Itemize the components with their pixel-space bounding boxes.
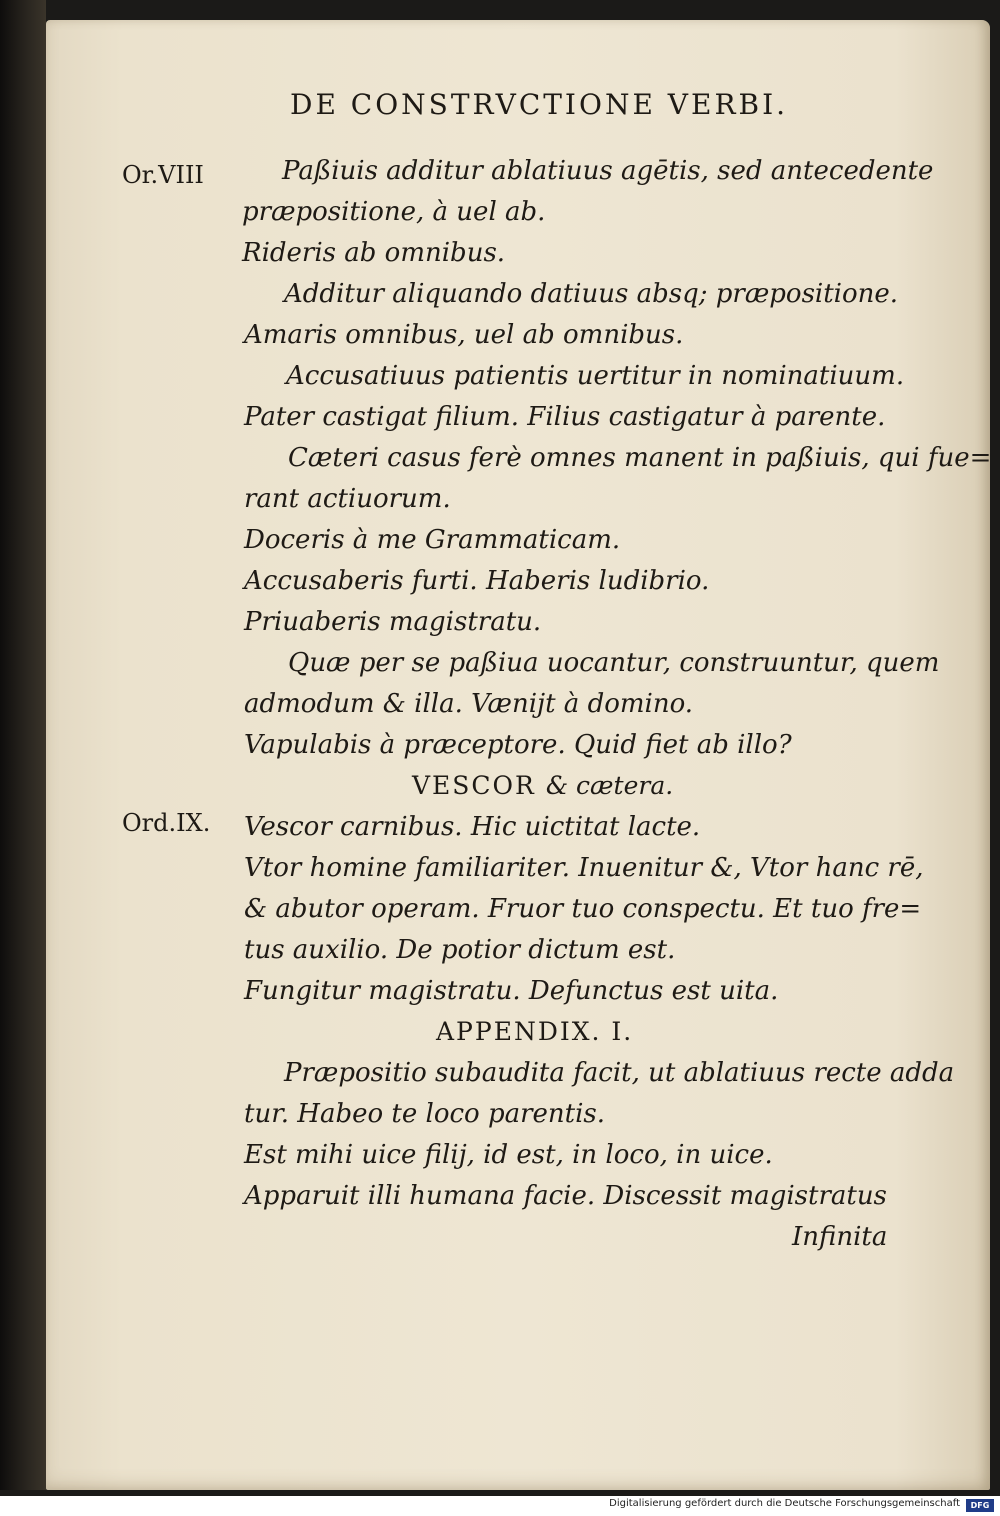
text-line: Doceris à me Grammaticam.: [244, 525, 621, 555]
text-line: rant actiuorum.: [244, 484, 451, 514]
text-line: Rideris ab omnibus.: [242, 238, 506, 268]
text-line: Vtor homine familiariter. Inuenitur &, Vtor hanc rē,: [244, 853, 924, 883]
book-spine-shadow: [0, 0, 46, 1490]
section-heading-vescor: [412, 770, 673, 802]
text-line: Cæteri casus ferè omnes manent in paßiuis, qui fue=: [288, 443, 992, 473]
text-line: tur. Habeo te loco parentis.: [244, 1099, 606, 1129]
text-line: Paßiuis additur ablatiuus agētis, sed antecedente: [282, 156, 934, 186]
footer-credit: Digitalisierung gefördert durch die Deutsche Forschungsgemeinschaft: [609, 1498, 960, 1509]
margin-note-ord-8: Or.VIII: [122, 161, 204, 189]
text-line: Priuaberis magistratu.: [244, 607, 542, 637]
section-heading-appendix: APPENDIX. I.: [436, 1017, 634, 1046]
text-line: Vescor carnibus. Hic uictitat lacte.: [244, 812, 701, 842]
text-line: præpositione, à uel ab.: [242, 197, 546, 227]
text-line: Præpositio subaudita facit, ut ablatiuus recte adda: [284, 1058, 955, 1088]
text-line: Pater castigat filium. Filius castigatur à parente.: [244, 402, 886, 432]
text-line: Apparuit illi humana facie. Discessit magistratus: [244, 1181, 887, 1211]
section-heading-vescor-word: VESCOR: [412, 771, 536, 800]
text-line: & abutor operam. Fruor tuo conspectu. Et tuo fre=: [244, 894, 922, 924]
text-line: tus auxilio. De potior dictum est.: [244, 935, 676, 965]
text-line: Accusatiuus patientis uertitur in nominatiuum.: [286, 361, 905, 391]
text-line: Amaris omnibus, uel ab omnibus.: [244, 320, 684, 350]
section-heading-vescor-rest: & cætera.: [545, 771, 674, 800]
text-line: admodum & illa. Vænijt à domino.: [244, 689, 694, 719]
text-line: Est mihi uice filij, id est, in loco, in uice.: [244, 1140, 773, 1170]
text-line: Fungitur magistratu. Defunctus est uita.: [244, 976, 779, 1006]
text-line: Vapulabis à præceptore. Quid fiet ab illo?: [244, 730, 792, 760]
text-line: Quæ per se paßiua uocantur, construuntur, quem: [288, 648, 940, 678]
footer-bar: [0, 1496, 1000, 1516]
catchword: Infinita: [792, 1222, 888, 1252]
margin-note-ord-9: Ord.IX.: [122, 809, 211, 837]
text-line: Additur aliquando datiuus absq; præpositione.: [284, 279, 899, 309]
dfg-logo-icon: DFG: [966, 1499, 994, 1512]
page-header-title: DE CONSTRVCTIONE VERBI.: [290, 88, 789, 121]
text-line: Accusaberis furti. Haberis ludibrio.: [244, 566, 710, 596]
